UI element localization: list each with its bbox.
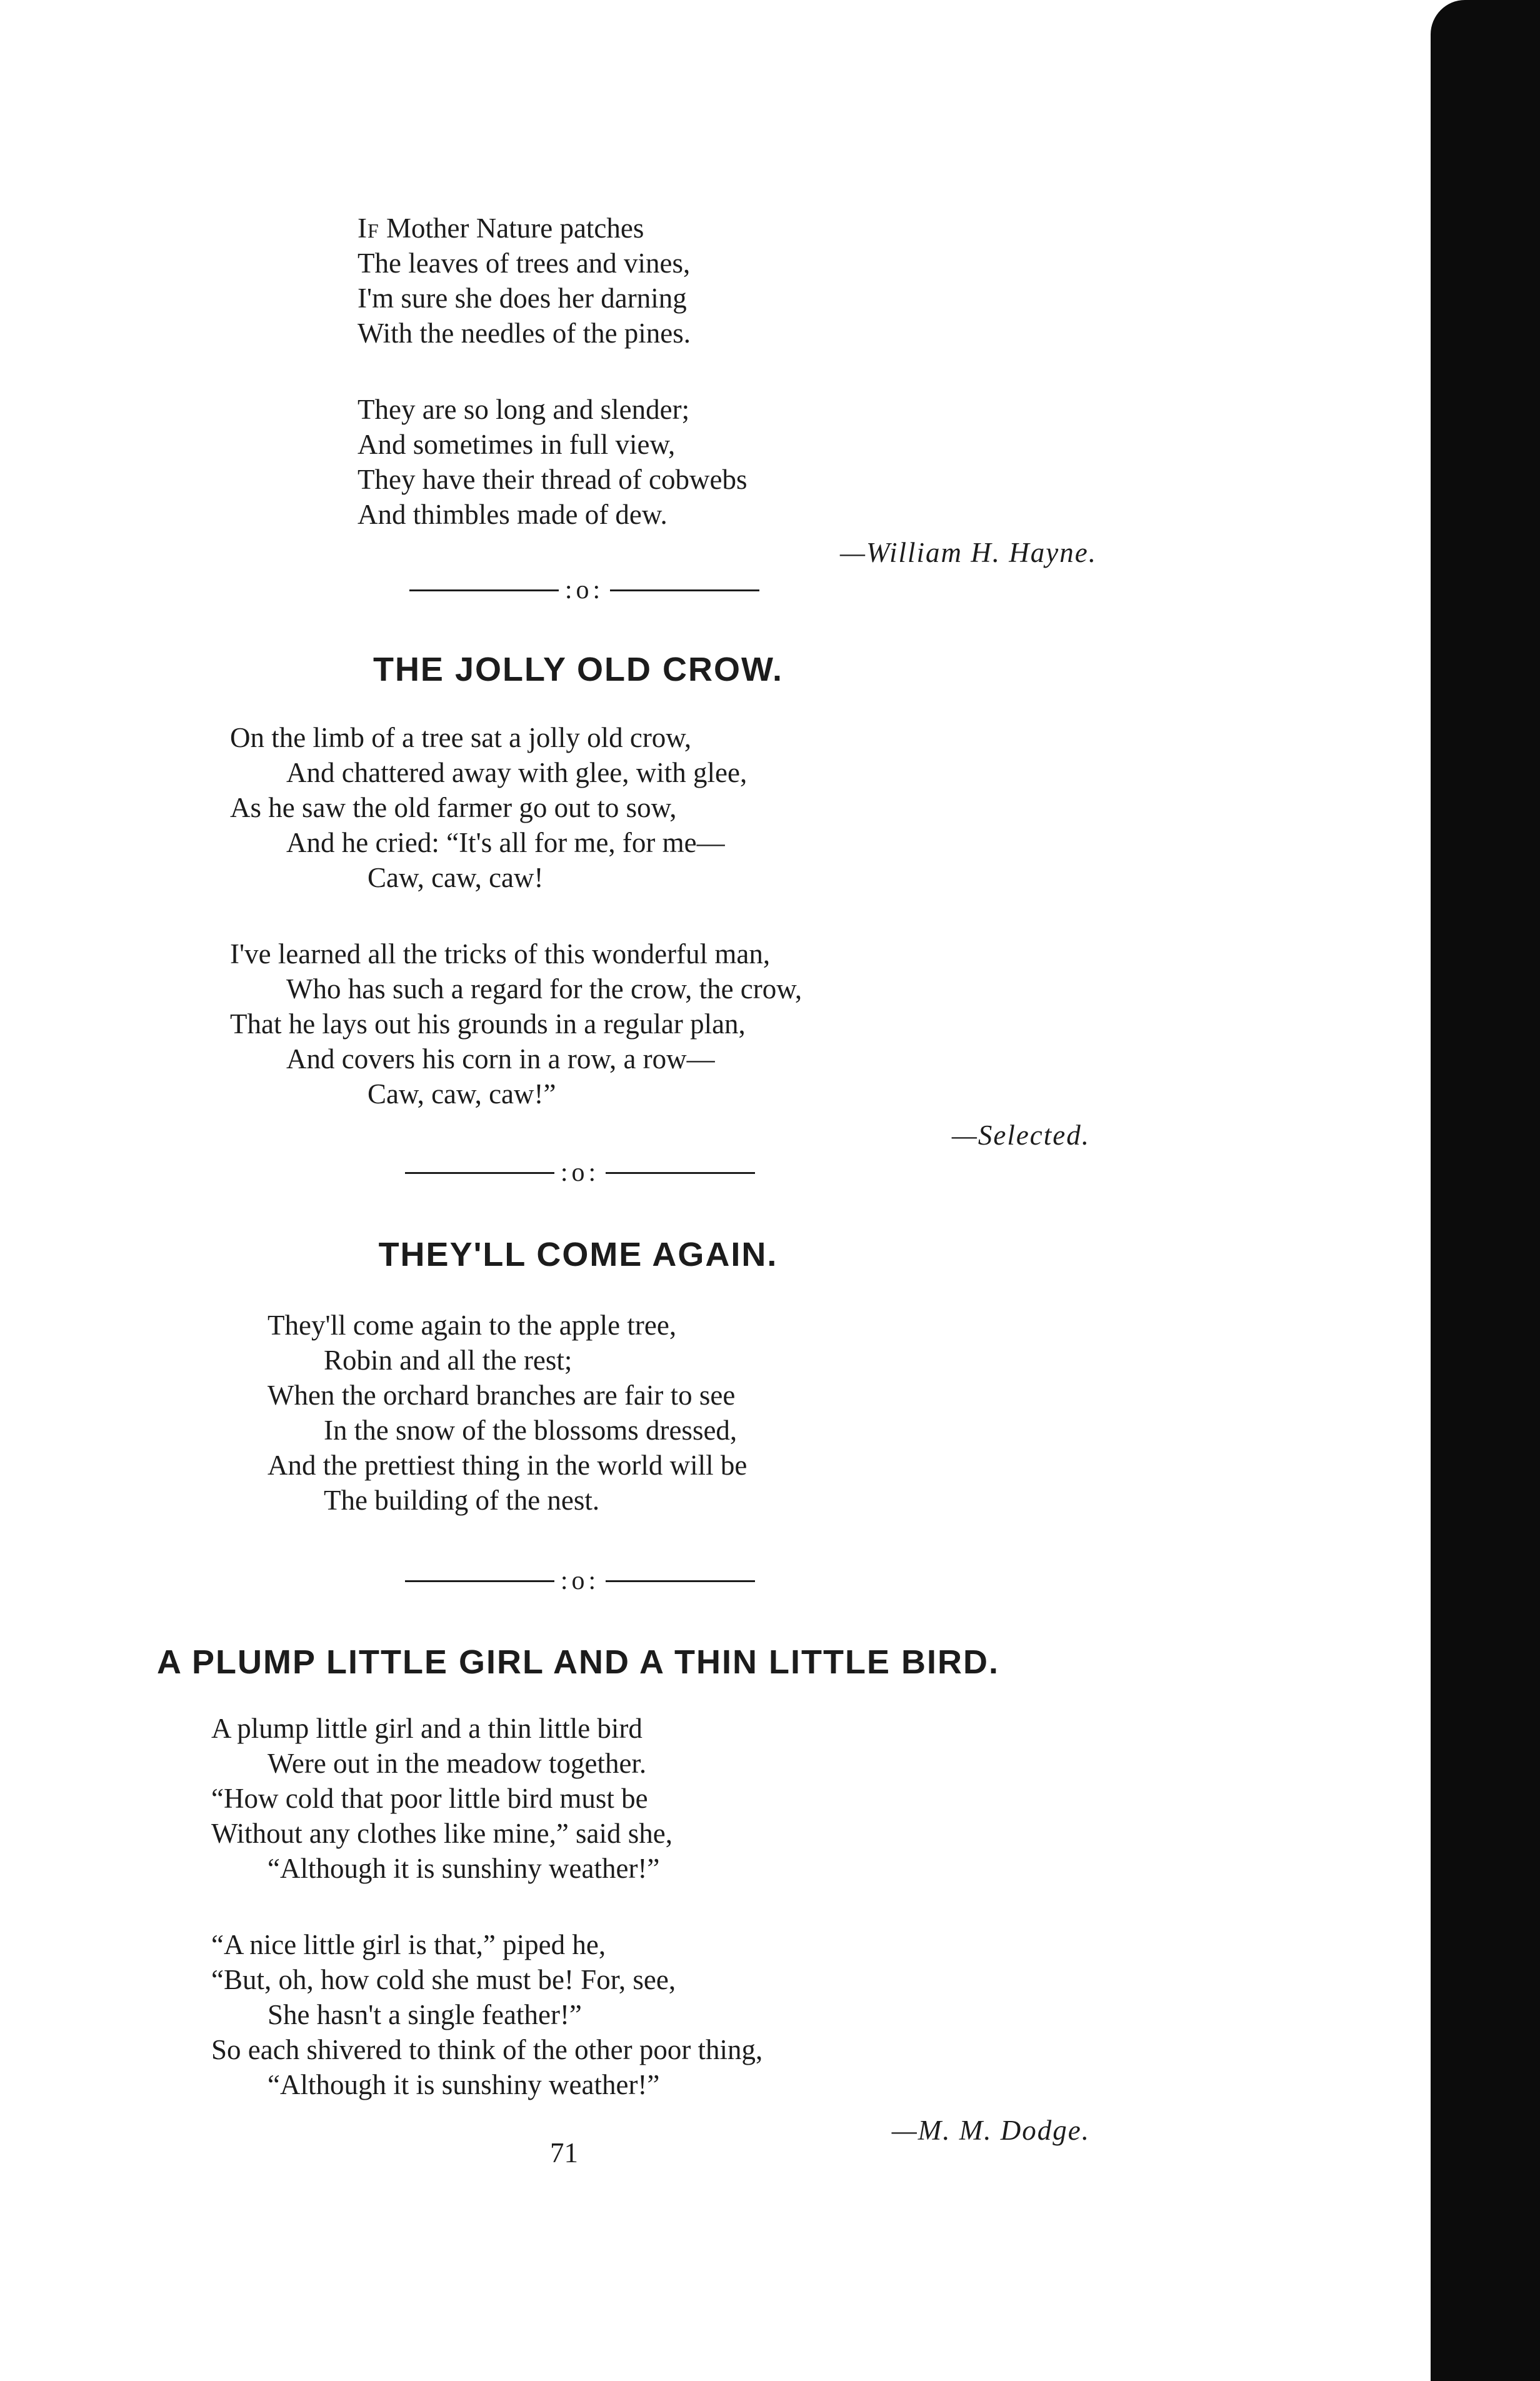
poem-line: In the snow of the blossoms dressed, [324,1415,738,1446]
poem-line: They are so long and slender; [358,394,690,425]
page-number: 71 [550,2137,578,2168]
title-theyll-come-again: THEY'LL COME AGAIN. [378,1236,778,1273]
poem-line: I've learned all the tricks of this wonderful man, [230,938,771,970]
poem-line: And sometimes in full view, [358,429,676,460]
attribution-selected: —Selected. [951,1120,1090,1151]
poem-line: “Although it is sunshiny weather!” [268,1853,660,1884]
poem-line: She hasn't a single feather!” [268,1999,582,2030]
poem-theyll-come-again [268,1308,747,1518]
poem-line: “How cold that poor little bird must be [211,1783,648,1814]
poem-line: As he saw the old farmer go out to sow, [230,792,677,823]
poem-line: On the limb of a tree sat a jolly old crow, [230,722,692,753]
poem-line: Caw, caw, caw!” [368,1078,556,1110]
attribution-hayne: —William H. Hayne. [840,537,1097,568]
poem-line: They'll come again to the apple tree, [268,1310,677,1341]
poem-line: Were out in the meadow together. [268,1748,647,1779]
poem-line: Robin and all the rest; [324,1345,572,1376]
poem-line: The building of the nest. [324,1485,600,1516]
page-edge-shadow [1431,0,1540,2381]
poem-line: And thimbles made of dew. [358,499,668,530]
poem-line: And he cried: “It's all for me, for me— [286,827,725,858]
section-separator: :o: [405,1158,755,1188]
poem-line: Caw, caw, caw! [368,862,544,893]
poem-line: “A nice little girl is that,” piped he, [211,1929,606,1960]
poem-line: The leaves of trees and vines, [358,248,691,279]
poem-line: If Mother Nature patches [358,213,644,244]
poem-plump-little-girl [211,1711,762,2102]
poem-line: And chattered away with glee, with glee, [286,757,748,788]
title-plump-little-girl: A PLUMP LITTLE GIRL AND A THIN LITTLE BIRD. [157,1643,999,1681]
poem-line: Who has such a regard for the crow, the crow, [286,973,802,1005]
poem-line: With the needles of the pines. [358,318,691,349]
poem-needles-of-the-pines [358,211,748,532]
title-jolly-old-crow: THE JOLLY OLD CROW. [372,651,784,688]
poem-line: “Although it is sunshiny weather!” [268,2069,660,2100]
section-separator: :o: [409,575,759,605]
section-separator: :o: [405,1566,755,1596]
poem-jolly-old-crow [230,720,802,1111]
poem-line: That he lays out his grounds in a regular plan, [230,1008,746,1040]
attribution-dodge: —M. M. Dodge. [891,2115,1090,2146]
poem-line: Without any clothes like mine,” said she, [211,1818,673,1849]
poem-line: When the orchard branches are fair to see [268,1380,736,1411]
poem-line: A plump little girl and a thin little bird [211,1713,642,1744]
poem-line: They have their thread of cobwebs [358,464,748,495]
poem-line: And covers his corn in a row, a row— [286,1043,715,1075]
poem-line: So each shivered to think of the other poor thing, [211,2034,763,2065]
poem-line: I'm sure she does her darning [358,283,687,314]
poem-line: “But, oh, how cold she must be! For, see, [211,1964,676,1995]
poem-line: And the prettiest thing in the world will be [268,1450,748,1481]
